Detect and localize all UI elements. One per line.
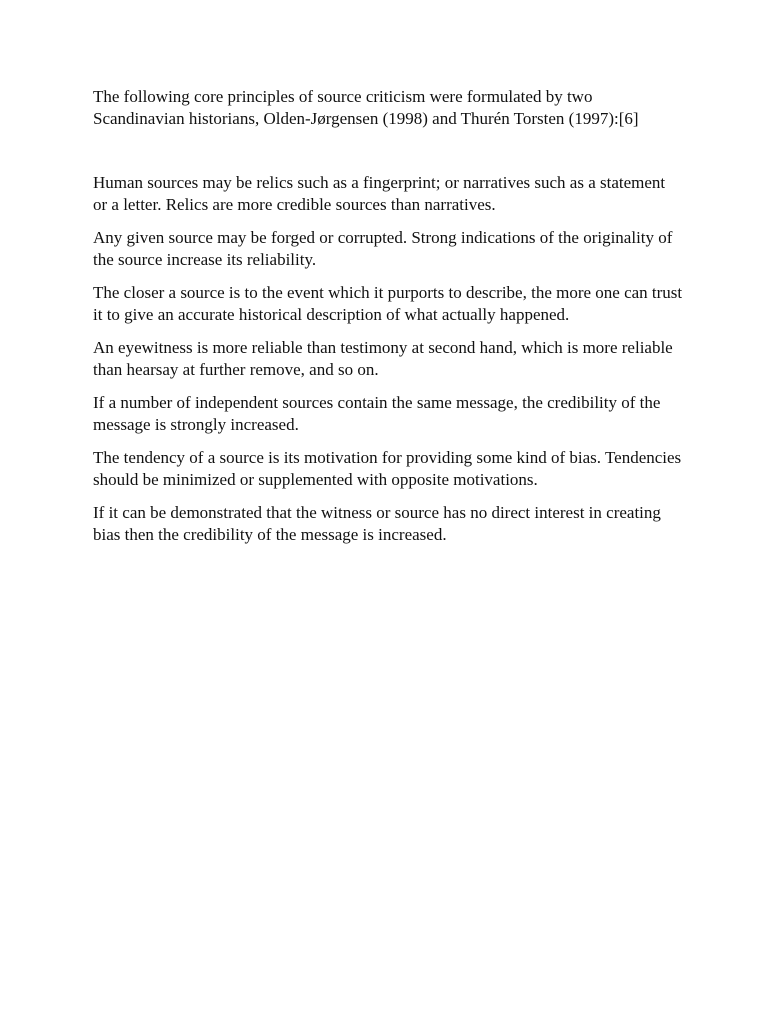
document-page <box>93 86 683 557</box>
principle-paragraph: If a number of independent sources contain the same message, the credibility of the message is strongly increased. <box>93 393 661 434</box>
intro-paragraph: The following core principles of source criticism were formulated by two Scandinavian historians, Olden-Jørgensen (1998) and Thurén Torsten (1997):[6] <box>93 87 639 128</box>
principle-paragraph: If it can be demonstrated that the witness or source has no direct interest in creating bias then the credibility of the message is increased. <box>93 503 661 544</box>
principle-paragraph: The tendency of a source is its motivation for providing some kind of bias. Tendencies should be minimized or supplemented with opposite motivations. <box>93 448 682 489</box>
principle-paragraph: The closer a source is to the event which it purports to describe, the more one can trust it to give an accurate historical description of what actually happened. <box>93 283 683 324</box>
principle-paragraph: Human sources may be relics such as a fingerprint; or narratives such as a statement or a letter. Relics are more credible sources than narratives. <box>93 173 666 214</box>
principle-paragraph: An eyewitness is more reliable than testimony at second hand, which is more reliable than hearsay at further remove, and so on. <box>93 338 673 379</box>
principle-paragraph: Any given source may be forged or corrupted. Strong indications of the originality of the source increase its reliability. <box>93 228 673 269</box>
